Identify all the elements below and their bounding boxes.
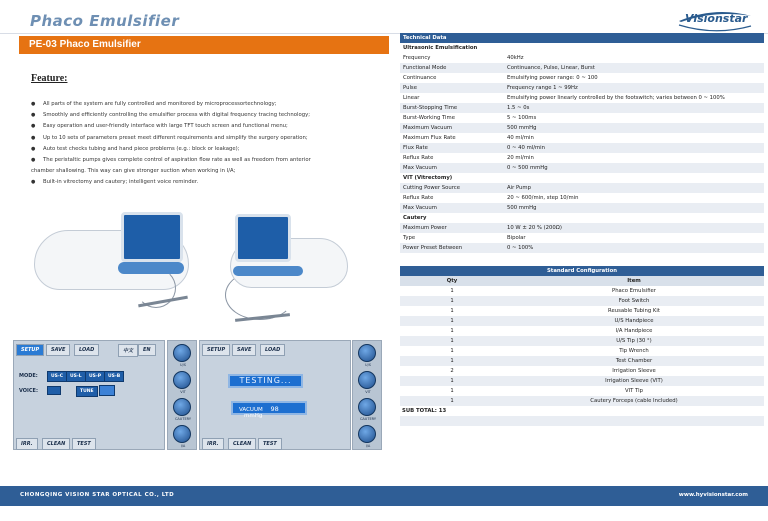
spec-value: 0 ~ 500 mmHg bbox=[504, 163, 764, 173]
feature-item: ● Up to 10 sets of parameters preset meet different requirements and simplify the surgery operation; bbox=[31, 133, 381, 144]
table-row bbox=[400, 93, 764, 103]
cautery-label: CAUTERY bbox=[174, 417, 192, 421]
item-cell: Tip Wrench bbox=[504, 346, 764, 356]
item-cell: U/S Handpiece bbox=[504, 316, 764, 326]
spec-value: 500 mmHg bbox=[504, 203, 764, 213]
qty-cell: 1 bbox=[400, 286, 504, 296]
mode-us-b-button[interactable]: US-B bbox=[104, 371, 124, 382]
us-label: U/S bbox=[365, 363, 371, 367]
company-name: CHONGQING VISION STAR OPTICAL CO., LTD bbox=[20, 492, 175, 498]
vacuum-label: VACUUM bbox=[239, 407, 263, 413]
subtotal-row bbox=[400, 406, 764, 416]
spec-value: 20 ~ 600/min, step 10/min bbox=[504, 193, 764, 203]
qty-cell: 2 bbox=[400, 366, 504, 376]
column-header-qty: Qty bbox=[400, 276, 504, 286]
qty-cell: 1 bbox=[400, 346, 504, 356]
item-cell: Irrigation Sleeve (VIT) bbox=[504, 376, 764, 386]
vacuum-readout bbox=[231, 401, 307, 419]
technical-data-table bbox=[400, 33, 764, 253]
table-row bbox=[400, 163, 764, 173]
spec-value bbox=[504, 43, 764, 53]
brand-name: Visionstar bbox=[685, 12, 748, 25]
page-title: Phaco Emulsifier bbox=[30, 12, 180, 30]
mode-us-c-button[interactable]: US-C bbox=[47, 371, 67, 382]
feature-item: ● Auto test checks tubing and hand piece problems (e.g.: block or leakage); bbox=[31, 144, 381, 155]
spec-key: Functional Mode bbox=[400, 63, 504, 73]
spec-key: Flux Rate bbox=[400, 143, 504, 153]
qty-cell: 1 bbox=[400, 296, 504, 306]
spec-value: Continuance, Pulse, Linear, Burst bbox=[504, 63, 764, 73]
us-label: U/S bbox=[180, 363, 186, 367]
device-screen bbox=[121, 212, 183, 262]
spec-key: Reflux Rate bbox=[400, 153, 504, 163]
test-button[interactable]: TEST bbox=[258, 438, 282, 450]
item-cell: Test Chamber bbox=[504, 356, 764, 366]
lang-chinese-button[interactable]: 中文 bbox=[118, 344, 138, 357]
spec-key: Maximum Power bbox=[400, 223, 504, 233]
vacuum-value: 98 bbox=[270, 405, 279, 413]
mode-us-l-button[interactable]: US-L bbox=[66, 371, 86, 382]
handpiece-cable bbox=[225, 270, 295, 320]
spec-key: Ultrasonic Emulsification bbox=[400, 43, 504, 53]
voice-label: VOICE: bbox=[19, 388, 38, 394]
spec-value: 0 ~ 40 ml/min bbox=[504, 143, 764, 153]
spec-key: Burst-Stopping Time bbox=[400, 103, 504, 113]
mode-us-p-button[interactable]: US-P bbox=[85, 371, 105, 382]
device-photo-side bbox=[205, 208, 355, 333]
qty-cell: 1 bbox=[400, 326, 504, 336]
table-row bbox=[400, 83, 764, 93]
spec-value bbox=[504, 213, 764, 223]
clean-button[interactable]: CLEAN bbox=[42, 438, 70, 450]
item-cell: Foot Switch bbox=[504, 296, 764, 306]
tab-save[interactable]: SAVE bbox=[46, 344, 70, 356]
spec-value bbox=[504, 173, 764, 183]
spec-key: Linear bbox=[400, 93, 504, 103]
item-cell: U/S Tip (30 °) bbox=[504, 336, 764, 346]
item-cell: Cautery Forceps (cable Included) bbox=[504, 396, 764, 406]
website-link[interactable]: www.hyvisionstar.com bbox=[678, 492, 748, 498]
testing-status: TESTING... bbox=[228, 374, 303, 388]
spec-value: Air Pump bbox=[504, 183, 764, 193]
feature-item: ● Easy operation and user-friendly interface with large TFT touch screen and functional menu; bbox=[31, 121, 381, 132]
spec-key: Power Preset Between bbox=[400, 243, 504, 253]
table-row bbox=[400, 366, 764, 376]
subtotal: SUB TOTAL: 13 bbox=[400, 406, 764, 416]
feature-list bbox=[31, 99, 381, 189]
table-row bbox=[400, 203, 764, 213]
spec-value: Frequency range 1 ~ 99Hz bbox=[504, 83, 764, 93]
cautery-mode-icon[interactable] bbox=[358, 398, 376, 416]
table-header: Technical Data bbox=[400, 33, 764, 43]
table-row bbox=[400, 346, 764, 356]
us-mode-icon[interactable] bbox=[358, 344, 376, 362]
cautery-mode-icon[interactable] bbox=[173, 398, 191, 416]
spec-key: Max Vacuum bbox=[400, 163, 504, 173]
qty-cell: 1 bbox=[400, 316, 504, 326]
spec-key: Maximum Flux Rate bbox=[400, 133, 504, 143]
spec-key: Cutting Power Source bbox=[400, 183, 504, 193]
qty-cell: 1 bbox=[400, 376, 504, 386]
qty-cell: 1 bbox=[400, 306, 504, 316]
table-row bbox=[400, 153, 764, 163]
vit-label: VIT bbox=[365, 390, 371, 394]
spec-key: Max Vacuum bbox=[400, 203, 504, 213]
irr-button[interactable]: IRR. bbox=[16, 438, 38, 450]
item-cell: VIT Tip bbox=[504, 386, 764, 396]
table-row bbox=[400, 296, 764, 306]
table-row bbox=[400, 183, 764, 193]
test-button[interactable]: TEST bbox=[72, 438, 96, 450]
table-row bbox=[400, 223, 764, 233]
item-cell: Phaco Emulsifier bbox=[504, 286, 764, 296]
spec-value: 40 ml/min bbox=[504, 133, 764, 143]
table-row bbox=[400, 133, 764, 143]
table-row bbox=[400, 143, 764, 153]
spec-key: Reflux Rate bbox=[400, 193, 504, 203]
spec-value: 20 ml/min bbox=[504, 153, 764, 163]
tab-load[interactable]: LOAD bbox=[260, 344, 285, 356]
feature-item: ● Smoothly and efficiently controlling the emulsifier process with digital frequency tracing technology; bbox=[31, 110, 381, 121]
spec-key: Continuance bbox=[400, 73, 504, 83]
tab-setup[interactable]: SETUP bbox=[202, 344, 230, 356]
item-cell: I/A Handpiece bbox=[504, 326, 764, 336]
tab-setup[interactable]: SETUP bbox=[16, 344, 44, 356]
table-row bbox=[400, 376, 764, 386]
spec-key: Frequency bbox=[400, 53, 504, 63]
spec-value: 40kHz bbox=[504, 53, 764, 63]
mode-label: MODE: bbox=[19, 373, 38, 379]
spec-value: 0 ~ 100% bbox=[504, 243, 764, 253]
item-cell: Irrigation Sleeve bbox=[504, 366, 764, 376]
vacuum-unit: mmHg bbox=[244, 413, 263, 419]
ui-side-panel-right bbox=[352, 340, 382, 450]
feature-item: ● The peristaltic pumps gives complete control of aspiration flow rate as well as freedom from anterior bbox=[31, 155, 381, 166]
spec-value: 10 W ± 20 % (200Ω) bbox=[504, 223, 764, 233]
ui-side-panel-left bbox=[167, 340, 197, 450]
ui-screen-setup bbox=[13, 340, 165, 450]
spec-value: Emulsifying power range: 0 ~ 100 bbox=[504, 73, 764, 83]
qty-cell: 1 bbox=[400, 386, 504, 396]
voice-volume-button[interactable] bbox=[99, 385, 115, 396]
blank-row bbox=[400, 416, 764, 426]
table-row bbox=[400, 306, 764, 316]
table-row bbox=[400, 316, 764, 326]
spec-key: Pulse bbox=[400, 83, 504, 93]
ia-mode-icon[interactable] bbox=[358, 425, 376, 443]
table-row bbox=[400, 326, 764, 336]
spec-key: Burst-Working Time bbox=[400, 113, 504, 123]
table-row bbox=[400, 43, 764, 53]
irr-button[interactable]: IRR. bbox=[202, 438, 224, 450]
spec-value: Bipolar bbox=[504, 233, 764, 243]
voice-speaker-button[interactable] bbox=[47, 386, 61, 395]
product-title: PE-03 Phaco Emulsifier bbox=[19, 36, 389, 54]
table-row bbox=[400, 103, 764, 113]
spec-value: 500 mmHg bbox=[504, 123, 764, 133]
qty-cell: 1 bbox=[400, 336, 504, 346]
ui-screen-testing bbox=[199, 340, 351, 450]
spec-key: Cautery bbox=[400, 213, 504, 223]
spec-key: VIT (Vitrectomy) bbox=[400, 173, 504, 183]
table-row bbox=[400, 386, 764, 396]
us-mode-icon[interactable] bbox=[173, 344, 191, 362]
device-screen bbox=[235, 214, 291, 262]
spec-value: 5 ~ 100ms bbox=[504, 113, 764, 123]
spec-value: Emulsifying power linearly controlled by the footswitch; varies between 0 ~ 100% bbox=[504, 93, 764, 103]
qty-cell: 1 bbox=[400, 356, 504, 366]
spec-key: Maximum Vacuum bbox=[400, 123, 504, 133]
tune-button[interactable]: TUNE bbox=[76, 386, 98, 397]
table-row bbox=[400, 233, 764, 243]
blank-cell bbox=[400, 416, 764, 426]
table-row bbox=[400, 123, 764, 133]
column-header-item: Item bbox=[504, 276, 764, 286]
table-row bbox=[400, 243, 764, 253]
spec-key: Type bbox=[400, 233, 504, 243]
item-cell: Reusable Tubing Kit bbox=[504, 306, 764, 316]
table-row bbox=[400, 173, 764, 183]
device-photo-front bbox=[26, 200, 196, 320]
table-row bbox=[400, 73, 764, 83]
table-row bbox=[400, 193, 764, 203]
qty-cell: 1 bbox=[400, 396, 504, 406]
standard-configuration-table bbox=[400, 266, 764, 426]
table-row bbox=[400, 286, 764, 296]
table-row bbox=[400, 63, 764, 73]
ia-label: I/A bbox=[180, 444, 186, 448]
vit-mode-icon[interactable] bbox=[358, 371, 376, 389]
vit-label: VIT bbox=[180, 390, 186, 394]
footer bbox=[0, 486, 768, 506]
table-row bbox=[400, 356, 764, 366]
vit-mode-icon[interactable] bbox=[173, 371, 191, 389]
ia-mode-icon[interactable] bbox=[173, 425, 191, 443]
table-row bbox=[400, 396, 764, 406]
table-header: Standard Configuration bbox=[400, 266, 764, 276]
table-row bbox=[400, 113, 764, 123]
table-row bbox=[400, 336, 764, 346]
feature-heading: Feature: bbox=[31, 73, 68, 84]
table-row bbox=[400, 213, 764, 223]
cautery-label: CAUTERY bbox=[359, 417, 377, 421]
lang-english-button[interactable]: EN bbox=[138, 344, 156, 356]
spec-value: 1.5 ~ 0s bbox=[504, 103, 764, 113]
tab-save[interactable]: SAVE bbox=[232, 344, 256, 356]
feature-item-continued: chamber shallowing. This way can give stronger suction when working in I/A; bbox=[31, 168, 236, 175]
ia-label: I/A bbox=[365, 444, 371, 448]
clean-button[interactable]: CLEAN bbox=[228, 438, 256, 450]
table-row bbox=[400, 53, 764, 63]
feature-item: ● Built-in vitrectomy and cautery; intelligent voice reminder. bbox=[31, 177, 381, 188]
tab-load[interactable]: LOAD bbox=[74, 344, 99, 356]
feature-item: ● All parts of the system are fully controlled and monitored by microprocessortechnology; bbox=[31, 99, 381, 110]
